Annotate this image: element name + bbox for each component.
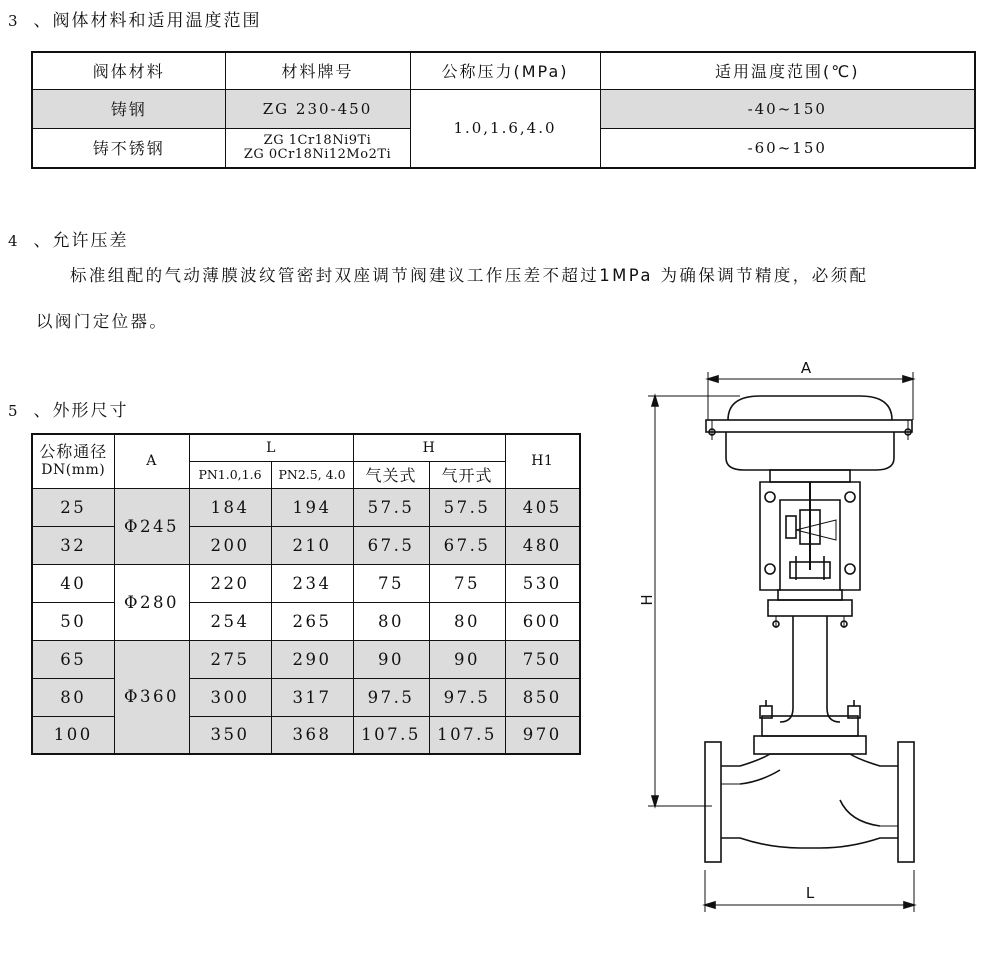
cell-l2: 194 [271, 488, 353, 526]
section4-number: 4 [8, 232, 20, 250]
section3-heading [8, 6, 262, 31]
material-cast-steel: 铸钢 [32, 89, 225, 128]
section4-paragraph-line1: 标准组配的气动薄膜波纹管密封双座调节阀建议工作压差不超过1MPa 为确保调节精度，必须配 [70, 266, 869, 285]
cell-h1: 750 [505, 640, 580, 678]
cell-h1: 850 [505, 678, 580, 716]
temp-cast-steel: -40~150 [600, 89, 975, 128]
section4-title: 、允许压差 [33, 231, 129, 251]
cell-dn: 100 [32, 716, 114, 754]
material-stainless: 铸不锈钢 [32, 128, 225, 168]
table-row [32, 564, 580, 602]
cell-l2: 317 [271, 678, 353, 716]
valve-drawing [620, 350, 940, 915]
cell-l2: 234 [271, 564, 353, 602]
header-h1: H1 [505, 434, 580, 488]
cell-l2: 265 [271, 602, 353, 640]
cell-l1: 300 [189, 678, 271, 716]
cell-h-close: 97.5 [353, 678, 429, 716]
cell-l1: 184 [189, 488, 271, 526]
section4-paragraph-line2: 以阀门定位器。 [36, 312, 169, 331]
cell-a: Φ280 [114, 564, 189, 640]
material-table [31, 51, 976, 169]
grade-stainless [225, 128, 410, 168]
label-h: H [638, 594, 656, 606]
header-h: H [353, 434, 505, 461]
section5-number: 5 [8, 402, 20, 420]
dimension-a [708, 359, 913, 420]
header-grade: 材料牌号 [225, 52, 410, 89]
header-h-air-close: 气关式 [353, 461, 429, 488]
cell-h-close: 90 [353, 640, 429, 678]
cell-h-open: 97.5 [429, 678, 505, 716]
header-a: A [114, 434, 189, 488]
valve-body [705, 742, 914, 862]
cell-dn: 80 [32, 678, 114, 716]
cell-h1: 970 [505, 716, 580, 754]
dimension-h [638, 396, 740, 806]
cell-h-open: 75 [429, 564, 505, 602]
cell-dn: 50 [32, 602, 114, 640]
cell-dn: 25 [32, 488, 114, 526]
header-temperature: 适用温度范围(℃) [600, 52, 975, 89]
cell-l2: 210 [271, 526, 353, 564]
grade-stainless-1: ZG 1Cr18Ni9Ti [263, 132, 372, 148]
bellows-bonnet [768, 590, 852, 722]
cell-l1: 254 [189, 602, 271, 640]
header-h-air-open: 气开式 [429, 461, 505, 488]
section5-heading [8, 396, 129, 421]
cell-h-close: 107.5 [353, 716, 429, 754]
nominal-pressure: 1.0,1.6,4.0 [410, 89, 600, 168]
cell-h-close: 57.5 [353, 488, 429, 526]
cell-h1: 405 [505, 488, 580, 526]
cell-h-open: 80 [429, 602, 505, 640]
header-pressure: 公称压力(MPa) [410, 52, 600, 89]
grade-cast-steel: ZG 230-450 [225, 89, 410, 128]
cell-h1: 600 [505, 602, 580, 640]
cell-h-close: 67.5 [353, 526, 429, 564]
header-l-pn40: PN2.5, 4.0 [271, 461, 353, 488]
label-a: A [800, 359, 812, 377]
cell-l1: 350 [189, 716, 271, 754]
cell-h-close: 80 [353, 602, 429, 640]
bonnet-flange [754, 700, 866, 754]
yoke [760, 470, 860, 590]
dimension-table [31, 433, 581, 755]
header-material: 阀体材料 [32, 52, 225, 89]
label-l: L [805, 884, 815, 902]
cell-a: Φ245 [114, 488, 189, 564]
table-row [32, 640, 580, 678]
diaphragm-actuator [706, 396, 912, 470]
header-dn-unit: DN(mm) [41, 462, 106, 479]
header-dn [32, 434, 114, 488]
section4-heading [8, 226, 129, 251]
cell-dn: 40 [32, 564, 114, 602]
cell-l1: 220 [189, 564, 271, 602]
header-l: L [189, 434, 353, 461]
cell-l2: 368 [271, 716, 353, 754]
cell-h1: 480 [505, 526, 580, 564]
header-dn-cn: 公称通径 [39, 442, 108, 462]
section5-title: 、外形尺寸 [33, 401, 129, 421]
cell-h-close: 75 [353, 564, 429, 602]
cell-l1: 275 [189, 640, 271, 678]
header-l-pn16: PN1.0,1.6 [189, 461, 271, 488]
grade-stainless-2: ZG 0Cr18Ni12Mo2Ti [243, 146, 392, 162]
section3-title: 、阀体材料和适用温度范围 [33, 11, 262, 31]
cell-dn: 65 [32, 640, 114, 678]
cell-l1: 200 [189, 526, 271, 564]
section3-number: 3 [8, 12, 20, 30]
cell-h-open: 90 [429, 640, 505, 678]
cell-h-open: 107.5 [429, 716, 505, 754]
cell-h-open: 67.5 [429, 526, 505, 564]
cell-l2: 290 [271, 640, 353, 678]
cell-a: Φ360 [114, 640, 189, 754]
table-row [32, 488, 580, 526]
cell-dn: 32 [32, 526, 114, 564]
cell-h1: 530 [505, 564, 580, 602]
cell-h-open: 57.5 [429, 488, 505, 526]
dimension-l [705, 870, 914, 912]
temp-stainless: -60~150 [600, 128, 975, 168]
